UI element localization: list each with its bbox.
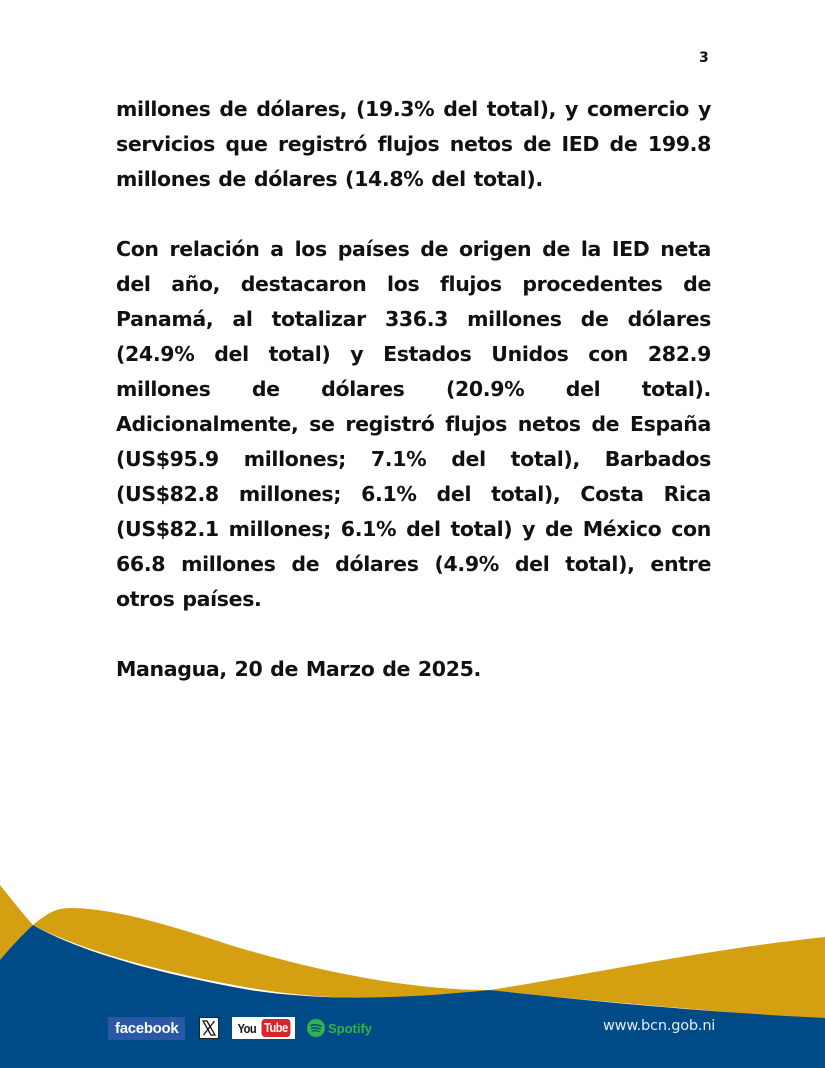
youtube-link[interactable]	[232, 1017, 295, 1039]
youtube-icon-you: You	[238, 1020, 257, 1036]
x-link[interactable]	[199, 1017, 219, 1039]
paragraph-origin-countries: Con relación a los países de origen de la IED neta del año, destacaron los flujos procedentes de Panamá, al totalizar 336.3 millones de dólares (24.9% del total) y Estados Unidos con 282.9 millones de dólares (20.9% del total). Adicionalmente, se registró flujos netos de España (US$95.9 millones; 7.1% del total), Barbados (US$82.8 millones; 6.1% del total), Costa Rica (US$82.1 millones; 6.1% del total) y de México con 66.8 millones de dólares (4.9% del total), entre otros países.	[116, 237, 711, 611]
x-icon	[202, 1020, 216, 1036]
spotify-icon	[307, 1019, 325, 1037]
paragraph-sector-flows: millones de dólares, (19.3% del total), y comercio y servicios que registró flujos netos de IED de 199.8 millones de dólares (14.8% del total).	[116, 97, 711, 191]
document-body	[116, 92, 711, 687]
signature-date: Managua, 20 de Marzo de 2025.	[116, 657, 481, 681]
facebook-icon: facebook	[115, 1019, 179, 1037]
spotify-label: Spotify	[327, 1020, 373, 1036]
facebook-link[interactable]	[108, 1017, 185, 1040]
spotify-link[interactable]	[307, 1019, 372, 1037]
social-links	[108, 1016, 372, 1040]
website-link[interactable]: www.bcn.gob.ni	[603, 1018, 716, 1034]
page-number: 3	[699, 50, 709, 66]
youtube-icon-tube: Tube	[262, 1019, 291, 1037]
